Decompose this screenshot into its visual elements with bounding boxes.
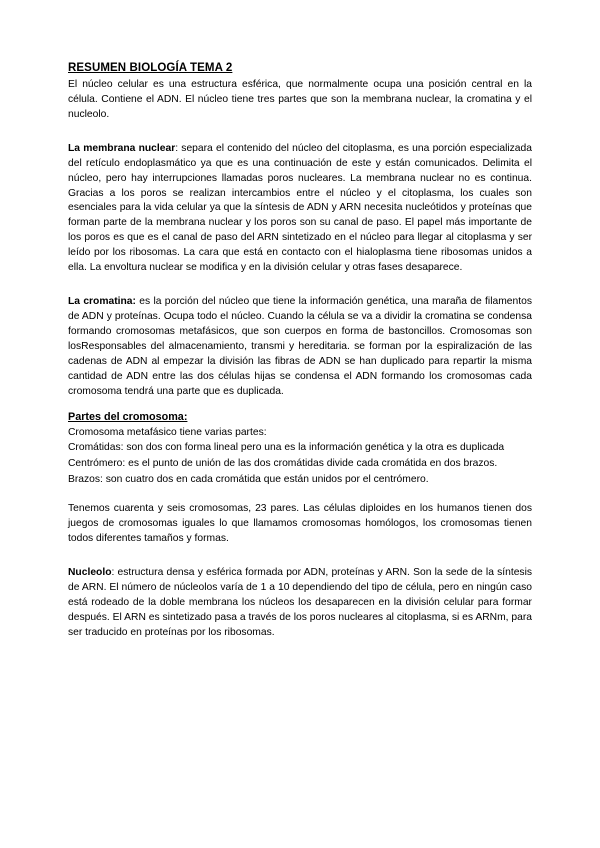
section-lead-nucleolo: Nucleolo [68,566,112,578]
parts-line-4: Brazos: son cuatro dos en cada cromátida que están unidos por el centrómero. [68,474,429,486]
section-cromatina [68,295,532,399]
spacer [68,489,532,502]
intro-paragraph: El núcleo celular es una estructura esférica, que normalmente ocupa una posición central en la célula. Contiene el ADN. El núcleo tiene tres partes que son la membrana nuclear, la cromatina y el nucleolo. [68,79,532,120]
section-lead-cromatina: La cromatina: [68,296,136,308]
parts-line-3: Centrómero: es el punto de unión de las dos cromátidas divide cada cromátida en dos brazos. [68,458,498,470]
section-body-cromatina: es la porción del núcleo que tiene la información genética, una maraña de filamentos de ADN y proteínas. Ocupa todo el núcleo. Cuando la célula se va a dividir la cromatina se condensa formando cromosomas metafásicos, que son cuerpos en forma de bastoncillos. Cromosomas son losResponsables del almacenamiento, transmi y hereditaria. se forman por la espiralización de las cadenas de ADN al empezar la división las fibras de ADN se han duplicado para repartir la misma cantidad de ADN entre las dos células hijas se condensa el ADN formando los cromosomas cada cromosoma tendrá una parte que es duplicada. [68,296,532,397]
section-nucleolo [68,566,532,641]
page-title: RESUMEN BIOLOGÍA TEMA 2 [68,62,233,74]
spacer [68,287,532,295]
spacer [68,558,532,566]
section-body-membrana: : separa el contenido del núcleo del citoplasma, es una porción especializada del retículo endoplasmático ya que es una continuación de este y están comunicados. Delimita el núcleo, pero hay interrupciones llamadas poros nucleares. La membrana nuclear no es continua. Gracias a los poros se realizan intercambios entre el núcleo y el citoplasma, los cuales son esenciales para la vida celular ya que la síntesis de ADN y ARN necesita nucleótidos y proteínas que forman parte de la membrana nuclear y los poros son su canal de paso. El papel más importante de los poros es que es el canal de paso del ARN sintetizado en el núcleo para llegar al citoplasma y ser leído por los ribosomas. La cara que está en contacto con el hialoplasma tiene ribosomas unidos a ella. La envoltura nuclear se modifica y en la división celular y otras fases desaparece. [68,142,532,274]
parts-line-2: Cromátidas: son dos con forma lineal pero una es la información genética y la otra es duplicada [68,442,505,454]
spacer [68,134,532,142]
heading-partes-del-cromosoma: Partes del cromosoma: [68,410,188,423]
section-membrana-nuclear [68,142,532,276]
section-lead-membrana: La membrana nuclear [68,142,176,154]
paragraph-chromosome-count: Tenemos cuarenta y seis cromosomas, 23 pares. Las células diploides en los humanos tienen dos juegos de cromosomas iguales lo que llamamos cromosomas homólogos, los cromosomas tienen todos diferentes tamaños y formas. [68,503,532,545]
parts-line-1: Cromosoma metafásico tiene varias partes: [68,426,267,438]
section-body-nucleolo: : estructura densa y esférica formada por ADN, proteínas y ARN. Son la sede de la síntesis de ARN. El número de núcleolos varía de 1 a 10 dependiendo del tipo de célula, pero en ningún caso está rodeado de la doble membrana los núcleos los desaparecen en la división celular para formar después. El ARN es sintetizado pasa a través de los poros nucleares al citoplasma, si es ARNm, para ser traducido en proteínas por los ribosomas. [68,566,532,638]
